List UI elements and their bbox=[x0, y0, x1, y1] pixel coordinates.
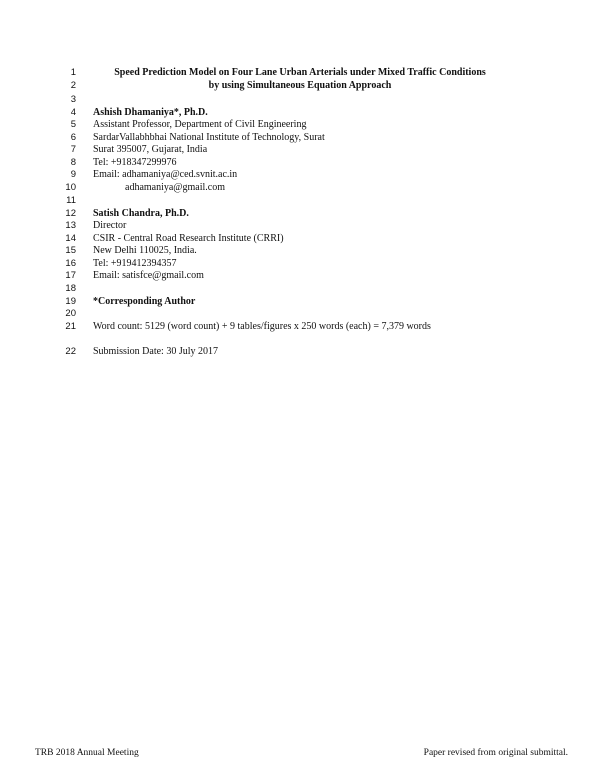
line-18 bbox=[0, 283, 600, 295]
line-number: 14 bbox=[65, 233, 76, 244]
title-line-2: by using Simultaneous Equation Approach bbox=[208, 80, 392, 91]
line-number: 5 bbox=[70, 119, 76, 130]
line-number: 9 bbox=[70, 169, 76, 180]
line-number: 22 bbox=[65, 346, 76, 357]
line-number: 21 bbox=[65, 321, 76, 332]
line-13 bbox=[0, 220, 600, 232]
line-22 bbox=[0, 346, 600, 358]
author1-position: Assistant Professor, Department of Civil Engineering bbox=[93, 119, 307, 130]
word-count: Word count: 5129 (word count) + 9 tables/figures x 250 words (each) = 7,379 words bbox=[93, 321, 431, 332]
submission-date: Submission Date: 30 July 2017 bbox=[93, 346, 219, 357]
author1-email-2: adhamaniya@gmail.com bbox=[125, 182, 226, 193]
author1-address: Surat 395007, Gujarat, India bbox=[93, 144, 208, 155]
line-10 bbox=[0, 182, 600, 194]
footer-revision-note: Paper revised from original submittal. bbox=[423, 748, 568, 758]
line-8 bbox=[0, 157, 600, 169]
author1-tel: Tel: +918347299976 bbox=[93, 157, 177, 168]
author2-institute: CSIR - Central Road Research Institute (CRRI) bbox=[93, 233, 284, 244]
author2-address: New Delhi 110025, India. bbox=[93, 245, 197, 256]
line-number: 20 bbox=[65, 308, 76, 319]
line-number: 1 bbox=[70, 67, 76, 78]
author1-institute: SardarVallabhbhai National Institute of Technology, Surat bbox=[93, 132, 325, 143]
title-line-1: Speed Prediction Model on Four Lane Urban Arterials under Mixed Traffic Conditions bbox=[114, 67, 486, 78]
author2-name: Satish Chandra, Ph.D. bbox=[93, 208, 189, 219]
corresponding-author: *Corresponding Author bbox=[93, 296, 196, 307]
line-17 bbox=[0, 270, 600, 282]
line-4 bbox=[0, 107, 600, 119]
line-number: 18 bbox=[65, 283, 76, 294]
line-12 bbox=[0, 208, 600, 220]
line-19 bbox=[0, 296, 600, 308]
line-number: 12 bbox=[65, 208, 76, 219]
author2-email: Email: satisfce@gmail.com bbox=[93, 270, 204, 281]
line-number: 13 bbox=[65, 220, 76, 231]
author2-tel: Tel: +919412394357 bbox=[93, 258, 177, 269]
line-number: 11 bbox=[66, 195, 76, 206]
line-5 bbox=[0, 119, 600, 131]
author1-name: Ashish Dhamaniya*, Ph.D. bbox=[93, 107, 208, 118]
line-9 bbox=[0, 169, 600, 181]
line-16 bbox=[0, 258, 600, 270]
line-20 bbox=[0, 308, 600, 320]
line-number: 8 bbox=[70, 157, 76, 168]
line-3 bbox=[0, 94, 600, 106]
line-14 bbox=[0, 233, 600, 245]
line-21 bbox=[0, 321, 600, 333]
line-7 bbox=[0, 144, 600, 156]
line-2 bbox=[0, 80, 600, 92]
line-number: 19 bbox=[65, 296, 76, 307]
line-number: 3 bbox=[70, 94, 76, 105]
line-11 bbox=[0, 195, 600, 207]
line-number: 15 bbox=[65, 245, 76, 256]
line-number: 10 bbox=[65, 182, 76, 193]
line-number: 7 bbox=[70, 144, 76, 155]
author2-position: Director bbox=[93, 220, 127, 231]
line-1 bbox=[0, 67, 600, 79]
line-number: 16 bbox=[65, 258, 76, 269]
author1-email-1: Email: adhamaniya@ced.svnit.ac.in bbox=[93, 169, 238, 180]
line-number: 4 bbox=[70, 107, 76, 118]
footer-conference: TRB 2018 Annual Meeting bbox=[35, 748, 139, 758]
line-number: 6 bbox=[70, 132, 76, 143]
line-number: 2 bbox=[70, 80, 76, 91]
line-15 bbox=[0, 245, 600, 257]
line-number: 17 bbox=[65, 270, 76, 281]
line-6 bbox=[0, 132, 600, 144]
